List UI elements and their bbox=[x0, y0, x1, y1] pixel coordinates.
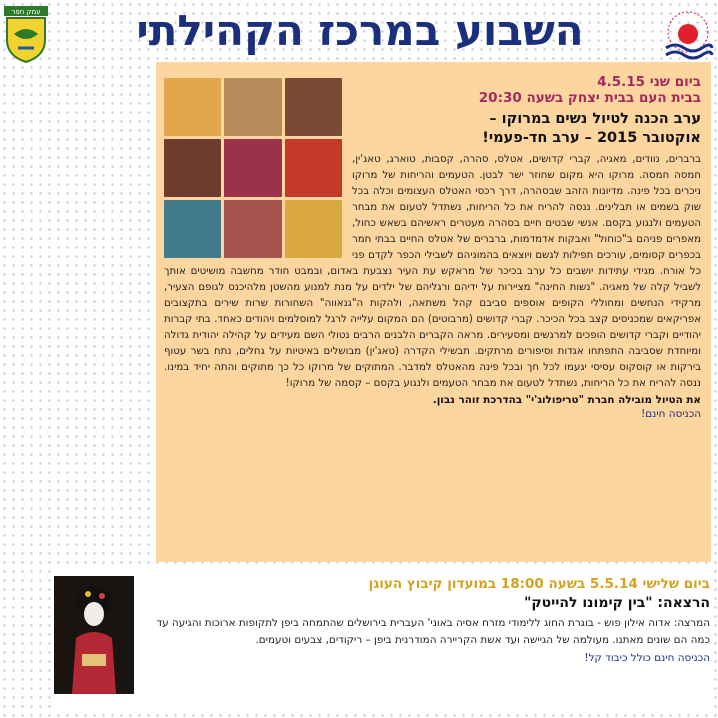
event-venue: בבית העם בבית יצחק בשעה 20:30 bbox=[478, 90, 701, 106]
collage-photo bbox=[224, 200, 281, 258]
free-entry-note: הכניסה חינם! bbox=[641, 408, 701, 420]
event-morocco bbox=[156, 62, 711, 562]
event-headline-line: ערב הכנה לטיול נשים במרוקו – bbox=[489, 111, 701, 127]
regional-council-logo bbox=[4, 6, 48, 64]
collage-photo bbox=[285, 139, 342, 197]
collage-photo bbox=[224, 139, 281, 197]
event-description: ברברים, נוודים, מאגיה, קברי קדושים, אטלס, סהרה, קסבות, טוארג, טאג'ין, חמסה חמסה. מרוקו היא מקום שחוזר ישר לבטן. הטעמים והריחות של מרוקו ניכרים בכל פינה. מדיונות הזהב שבסהרה, דרך רכסי האטלס העצומים וכלה בכל שוק בשמים או תבלינים. ננסה להריח את כל הריחות, נשתדל לטעום את מבחר הטעמים ולנגוע בקסם. אנשי שבטים חיים בסהרה מעטרים ראשיהם בשאש כחול, מאפרים פניהם ב"כוחול" ואבקות אדמדמות, ברברים של אטלס החיים בבתי חמר בכפרים קסומים, עורכים תפילות לגשם ויוצאים בהמוניהם לשבילי הכפר לקדם פני כל אורח. מגידי עתידות יושבים כל ערב בכיכר של מראקש עת העיר נצבעת באדום, ובמבט חודר מחשבה מושיטים אותך לשביל קלה של מאגיה. "נשות החינה" מציירות על ידיהם ורגליהם של ילדים על מנת למנוע מהשטן מלהיכנס לגופם הצעיר, מרקידי הנחשים ומחוללי הקופים אוספים סביבם קהל משתאה, ולהקות ה"גנאווה" השחורות שרות שירים בתקצובים אפריקאים שמכניסים קצב בכל הכיכר. קברי קדושים (מרבוטים) הם המקום עלייה לרגל למוסלמים ויהודים כאחד. בתי קברות יהודיים וקברי קדושים הופכים למרגשים ומסעירים. מראה הקברים הלבנים הרבים נטולי השם מעידים על קהילה יהודית גדולה ומיוחדת שסביבה התפתחו אגדות וסיפורים מרתקים. תבשילי הקדרה (טאג'ין) מבושלים באיטיות על גחלים, נתח בשר עטוף בירקות או קוסקוס עסיסי יגעמו לכל חך ובכל פינה מהאטלס למדבר. המתוקים של מרוקו כל כך מתוקים והתה יחיד במינו. ננסה להריח את כל הריחות, נשתדל לטעום את מבחר הטעמים ולנגוע בקסם – קסמה של מרוקו! bbox=[164, 154, 701, 389]
collage-photo bbox=[285, 78, 342, 136]
collage-photo bbox=[224, 78, 281, 136]
page-title: השבוע במרכז הקהילתי bbox=[136, 6, 584, 55]
event-headline-line: אוקטובר 2015 – ערב חד-פעמי! bbox=[482, 130, 701, 146]
collage-photo bbox=[285, 200, 342, 258]
morocco-photo-collage bbox=[164, 78, 342, 258]
event-organizer: את הטיול מובילה חברת "טריפולוג'י" בהדרכת זוהר נבון. bbox=[432, 394, 701, 406]
event-kimono-lecture bbox=[54, 570, 714, 712]
lecture-date: ביום שלישי 5.5.14 בשעה 18:00 במועדון קיבוץ העוגן bbox=[368, 576, 710, 592]
lecture-description: המרצה: אדוה אילון פוש - בוגרת החוג ללימודי מזרח אסיה באוני' העברית בירושלים שהתמחה ביפן לתקופות ארוכות והגיעה עד כמה הם שונים מאתנו. מעולמה של הגיישה ועד אשת הקריירה המודרנית ביפן – ריקודים, צבעים וטעמים. bbox=[156, 617, 710, 646]
lecture-text bbox=[146, 576, 710, 664]
collage-photo bbox=[164, 78, 221, 136]
geisha-photo bbox=[54, 576, 134, 694]
collage-photo bbox=[164, 200, 221, 258]
logo-left-text: עמק חפר bbox=[11, 8, 41, 16]
lecture-free-entry: הכניסה חינם כולל כיבוד קל! bbox=[584, 652, 710, 664]
event-date: ביום שני 4.5.15 bbox=[597, 74, 701, 90]
community-center-logo bbox=[662, 8, 714, 64]
lecture-title: הרצאה: "בין קימונו להייטק" bbox=[524, 595, 710, 611]
collage-photo bbox=[164, 139, 221, 197]
